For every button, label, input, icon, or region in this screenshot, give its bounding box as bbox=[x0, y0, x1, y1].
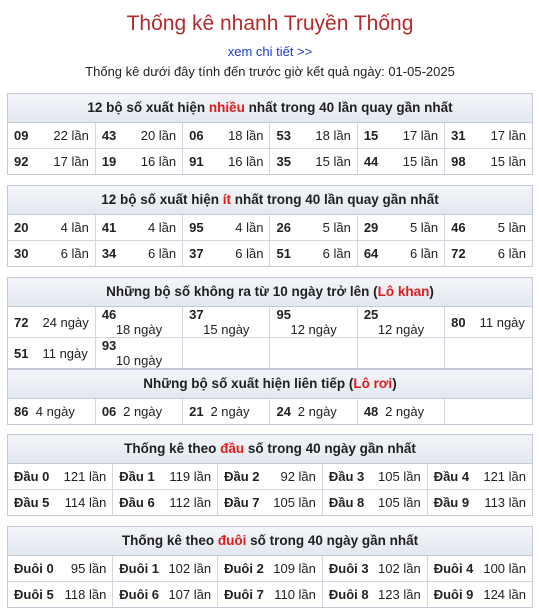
table-cell bbox=[427, 582, 532, 608]
count-value: 6 lần bbox=[322, 246, 351, 261]
table-cell bbox=[183, 215, 270, 241]
lo-roi-block bbox=[7, 369, 533, 425]
table-cell bbox=[95, 123, 182, 149]
stats-table bbox=[8, 307, 532, 368]
table-cell bbox=[113, 464, 218, 490]
block-header bbox=[8, 278, 532, 307]
header-text: ) bbox=[429, 284, 434, 299]
header-text: 12 bộ số xuất hiện bbox=[87, 100, 209, 115]
table-cell bbox=[183, 307, 270, 338]
table-cell bbox=[183, 123, 270, 149]
count-value: 16 lần bbox=[140, 154, 177, 169]
count-value: 105 lần bbox=[378, 469, 421, 484]
number-label: 20 bbox=[14, 220, 29, 235]
number-label: 93 bbox=[101, 338, 117, 353]
table-cell bbox=[218, 556, 323, 582]
number-label: 86 bbox=[14, 404, 29, 419]
number-label: 98 bbox=[451, 154, 466, 169]
number-label: 64 bbox=[363, 246, 379, 261]
number-label: 72 bbox=[451, 246, 466, 261]
count-value: 92 lần bbox=[280, 469, 316, 484]
number-label: 06 bbox=[101, 404, 117, 419]
number-label: Đầu 8 bbox=[328, 495, 365, 510]
stats-table bbox=[8, 556, 532, 607]
table-cell bbox=[427, 556, 532, 582]
number-label: Đầu 3 bbox=[328, 469, 365, 484]
table-cell bbox=[357, 338, 444, 369]
header-highlight: đầu bbox=[220, 441, 245, 456]
header-text: nhất trong 40 lần quay gần nhất bbox=[244, 100, 453, 115]
duoi-stats-block bbox=[7, 526, 533, 608]
number-label: 46 bbox=[451, 220, 466, 235]
number-label: 06 bbox=[189, 128, 204, 143]
number-label: 95 bbox=[276, 307, 291, 322]
table-cell bbox=[95, 241, 182, 267]
table-row bbox=[8, 582, 532, 608]
table-cell bbox=[183, 149, 270, 175]
number-label: 29 bbox=[363, 220, 379, 235]
count-value: 6 lần bbox=[60, 246, 89, 261]
count-value: 113 lần bbox=[484, 495, 526, 510]
table-cell bbox=[322, 582, 427, 608]
header-text: Những bộ số xuất hiện liên tiếp ( bbox=[143, 376, 354, 391]
count-value: 11 ngày bbox=[479, 314, 525, 330]
count-value: 6 lần bbox=[409, 246, 439, 261]
table-cell bbox=[445, 307, 532, 338]
number-label: 48 bbox=[363, 404, 379, 419]
table-cell bbox=[445, 399, 532, 424]
table-row bbox=[8, 490, 532, 516]
number-label: Đầu 7 bbox=[224, 495, 260, 510]
count-value: 20 lần bbox=[140, 128, 177, 143]
number-label: Đuôi 0 bbox=[14, 561, 54, 576]
number-label: 37 bbox=[189, 246, 204, 261]
view-details-link[interactable]: xem chi tiết >> bbox=[227, 44, 313, 59]
header-text: Thống kê theo bbox=[124, 441, 221, 456]
count-value: 16 lần bbox=[228, 154, 264, 169]
count-value: 107 lần bbox=[168, 587, 212, 602]
table-cell bbox=[445, 338, 532, 369]
number-label: Đầu 2 bbox=[224, 469, 260, 484]
count-value: 114 lần bbox=[64, 495, 107, 510]
count-value: 15 lần bbox=[490, 154, 526, 169]
number-label: 09 bbox=[14, 128, 29, 143]
table-cell bbox=[183, 399, 270, 424]
table-row bbox=[8, 149, 532, 175]
table-cell bbox=[357, 215, 444, 241]
table-cell bbox=[218, 490, 323, 516]
stats-table bbox=[8, 399, 532, 424]
header-text: Thống kê theo bbox=[121, 533, 218, 548]
count-value: 105 lần bbox=[378, 495, 421, 510]
header-highlight: ít bbox=[222, 192, 231, 207]
table-cell bbox=[270, 149, 357, 175]
number-label: 95 bbox=[189, 220, 204, 235]
stats-table bbox=[8, 123, 532, 174]
number-label: 92 bbox=[14, 154, 29, 169]
block-header bbox=[8, 94, 532, 123]
count-value: 18 lần bbox=[315, 128, 351, 143]
table-row bbox=[8, 241, 532, 267]
number-label: 41 bbox=[101, 220, 117, 235]
table-cell bbox=[357, 399, 444, 424]
count-value: 118 lần bbox=[64, 587, 107, 602]
table-cell bbox=[113, 556, 218, 582]
table-cell bbox=[427, 490, 532, 516]
number-label: 37 bbox=[189, 307, 204, 322]
table-cell bbox=[445, 215, 532, 241]
table-cell bbox=[445, 149, 532, 175]
table-cell bbox=[8, 123, 95, 149]
number-label: 25 bbox=[363, 307, 379, 322]
count-value: 4 lần bbox=[147, 220, 177, 235]
table-cell bbox=[113, 582, 218, 608]
count-value: 121 lần bbox=[63, 469, 107, 484]
number-label: 30 bbox=[14, 246, 29, 261]
count-value: 123 lần bbox=[378, 587, 421, 602]
count-value: 17 lần bbox=[402, 128, 439, 143]
count-value: 5 lần bbox=[497, 220, 526, 235]
count-value: 24 ngày bbox=[42, 314, 89, 330]
number-label: 43 bbox=[101, 128, 117, 143]
count-value: 4 lần bbox=[235, 220, 264, 235]
table-row bbox=[8, 338, 532, 369]
count-value: 124 lần bbox=[483, 587, 526, 602]
table-cell bbox=[8, 464, 113, 490]
header-text: số trong 40 ngày gần nhất bbox=[246, 533, 419, 548]
table-cell bbox=[270, 123, 357, 149]
table-row bbox=[8, 556, 532, 582]
table-cell bbox=[8, 582, 113, 608]
table-cell bbox=[8, 215, 95, 241]
block-header bbox=[8, 370, 532, 399]
lo-khan-block bbox=[7, 277, 533, 369]
table-cell bbox=[322, 464, 427, 490]
block-header bbox=[8, 527, 532, 556]
number-label: Đuôi 7 bbox=[224, 587, 264, 602]
stats-table bbox=[8, 464, 532, 515]
header-text: nhất trong 40 lần quay gần nhất bbox=[231, 192, 439, 207]
number-label: 24 bbox=[276, 404, 291, 419]
count-value: 105 lần bbox=[273, 495, 316, 510]
header-text: số trong 40 ngày gần nhất bbox=[244, 441, 416, 456]
number-label: 72 bbox=[14, 314, 29, 330]
number-label: 26 bbox=[276, 220, 291, 235]
number-label: Đầu 4 bbox=[433, 469, 470, 484]
table-cell bbox=[8, 307, 95, 338]
count-value: 22 lần bbox=[53, 128, 89, 143]
table-cell bbox=[8, 399, 95, 424]
count-value: 121 lần bbox=[483, 469, 526, 484]
least-frequent-block bbox=[7, 185, 533, 267]
table-cell bbox=[8, 241, 95, 267]
count-value: 95 lần bbox=[70, 561, 107, 576]
page-subtitle: Thống kê dưới đây tính đến trước giờ kết quả ngày: 01-05-2025 bbox=[85, 64, 455, 79]
count-value: 4 ngày bbox=[35, 404, 75, 419]
number-label: 34 bbox=[101, 246, 117, 261]
table-cell bbox=[95, 399, 182, 424]
header-highlight: Lô rơi bbox=[353, 376, 393, 391]
count-value: 100 lần bbox=[483, 561, 526, 576]
table-cell bbox=[427, 464, 532, 490]
count-value: 15 ngày bbox=[203, 322, 250, 337]
count-value: 10 ngày bbox=[115, 353, 163, 368]
number-label: 51 bbox=[276, 246, 291, 261]
number-label: 21 bbox=[189, 404, 204, 419]
number-label: 19 bbox=[101, 154, 117, 169]
table-cell bbox=[183, 241, 270, 267]
table-cell bbox=[8, 149, 95, 175]
header-text: ) bbox=[392, 376, 397, 391]
count-value: 15 lần bbox=[402, 154, 439, 169]
number-label: 80 bbox=[451, 314, 466, 330]
count-value: 12 ngày bbox=[290, 322, 337, 337]
table-row bbox=[8, 307, 532, 338]
number-label: Đuôi 2 bbox=[224, 561, 264, 576]
number-label: Đầu 6 bbox=[119, 495, 155, 510]
count-value: 5 lần bbox=[409, 220, 439, 235]
most-frequent-block bbox=[7, 93, 533, 175]
number-label: Đuôi 5 bbox=[14, 587, 54, 602]
table-row bbox=[8, 123, 532, 149]
count-value: 12 ngày bbox=[377, 322, 425, 337]
count-value: 119 lần bbox=[169, 469, 212, 484]
stats-table bbox=[8, 215, 532, 266]
count-value: 102 lần bbox=[168, 561, 212, 576]
number-label: Đuôi 9 bbox=[433, 587, 474, 602]
table-cell bbox=[357, 149, 444, 175]
header-highlight: nhiều bbox=[208, 100, 245, 115]
table-cell bbox=[218, 582, 323, 608]
count-value: 110 lần bbox=[274, 587, 316, 602]
number-label: Đuôi 1 bbox=[119, 561, 160, 576]
table-cell bbox=[95, 149, 182, 175]
number-label: 46 bbox=[101, 307, 117, 322]
count-value: 18 ngày bbox=[115, 322, 163, 337]
count-value: 2 ngày bbox=[210, 404, 250, 419]
count-value: 15 lần bbox=[315, 154, 351, 169]
count-value: 112 lần bbox=[169, 495, 212, 510]
number-label: 15 bbox=[363, 128, 379, 143]
number-label: Đầu 1 bbox=[119, 469, 155, 484]
header-text: 12 bộ số xuất hiện bbox=[101, 192, 223, 207]
table-cell bbox=[357, 123, 444, 149]
table-cell bbox=[95, 338, 182, 369]
count-value: 6 lần bbox=[235, 246, 264, 261]
number-label: Đuôi 8 bbox=[328, 587, 369, 602]
number-label: 91 bbox=[189, 154, 204, 169]
table-cell bbox=[322, 556, 427, 582]
table-cell bbox=[95, 215, 182, 241]
number-label: Đầu 5 bbox=[14, 495, 50, 510]
dau-stats-block bbox=[7, 434, 533, 516]
table-cell bbox=[357, 307, 444, 338]
number-label: 35 bbox=[276, 154, 291, 169]
count-value: 17 lần bbox=[53, 154, 89, 169]
table-cell bbox=[95, 307, 182, 338]
table-cell bbox=[183, 338, 270, 369]
table-cell bbox=[113, 490, 218, 516]
page-title: Thống kê nhanh Truyền Thống bbox=[126, 12, 414, 35]
header-highlight: đuôi bbox=[217, 533, 247, 548]
number-label: 51 bbox=[14, 345, 29, 361]
table-cell bbox=[322, 490, 427, 516]
table-cell bbox=[445, 123, 532, 149]
count-value: 102 lần bbox=[378, 561, 421, 576]
block-header bbox=[8, 186, 532, 215]
number-label: Đuôi 4 bbox=[433, 561, 474, 576]
table-cell bbox=[8, 556, 113, 582]
count-value: 5 lần bbox=[322, 220, 351, 235]
number-label: 44 bbox=[363, 154, 379, 169]
table-cell bbox=[270, 241, 357, 267]
table-cell bbox=[270, 307, 357, 338]
table-row bbox=[8, 215, 532, 241]
table-cell bbox=[8, 490, 113, 516]
count-value: 17 lần bbox=[490, 128, 526, 143]
count-value: 2 ngày bbox=[297, 404, 337, 419]
count-value: 18 lần bbox=[228, 128, 264, 143]
table-cell bbox=[270, 215, 357, 241]
number-label: 31 bbox=[451, 128, 466, 143]
count-value: 2 ngày bbox=[385, 404, 425, 419]
count-value: 11 ngày bbox=[42, 345, 88, 361]
table-cell bbox=[270, 399, 357, 424]
table-cell bbox=[270, 338, 357, 369]
table-row bbox=[8, 464, 532, 490]
count-value: 2 ngày bbox=[123, 404, 163, 419]
block-header bbox=[8, 435, 532, 464]
number-label: Đuôi 3 bbox=[328, 561, 369, 576]
number-label: 53 bbox=[276, 128, 291, 143]
count-value: 109 lần bbox=[273, 561, 316, 576]
table-cell bbox=[8, 338, 95, 369]
count-value: 6 lần bbox=[147, 246, 177, 261]
number-label: Đầu 0 bbox=[14, 469, 50, 484]
header-text: Những bộ số không ra từ 10 ngày trở lên ( bbox=[106, 284, 378, 299]
table-cell bbox=[218, 464, 323, 490]
number-label: Đuôi 6 bbox=[119, 587, 160, 602]
table-cell bbox=[357, 241, 444, 267]
count-value: 6 lần bbox=[497, 246, 526, 261]
table-cell bbox=[445, 241, 532, 267]
number-label: Đầu 9 bbox=[433, 495, 470, 510]
count-value: 4 lần bbox=[60, 220, 89, 235]
table-row bbox=[8, 399, 532, 424]
header-highlight: Lô khan bbox=[377, 284, 430, 299]
